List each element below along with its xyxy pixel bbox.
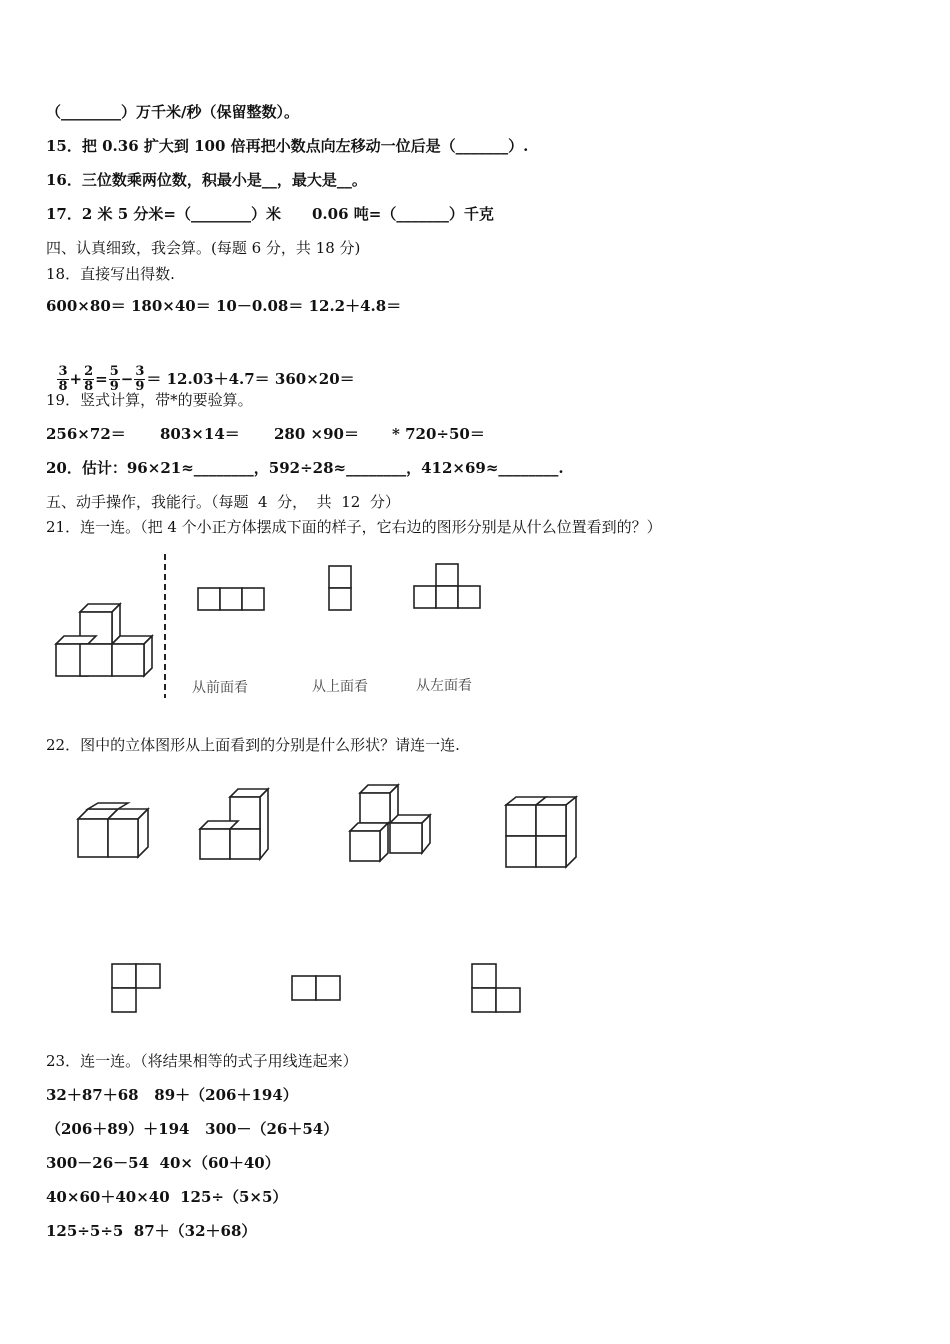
q19-item-2: 803×14＝ <box>160 425 240 443</box>
numerator: 2 <box>84 363 94 379</box>
numerator: 3 <box>135 363 145 379</box>
question-21: 21．连一连。（把 4 个小正方体摆成下面的样子，它右边的图形分别是从什么位置看到的？） <box>46 518 662 536</box>
q19-item-4: * 720÷50＝ <box>392 425 485 443</box>
q23-row-4: 40×60＋40×40 125÷（5×5） <box>46 1188 288 1206</box>
section-5-heading: 五、动手操作，我能行。（每题 4 分， 共 12 分） <box>46 493 400 511</box>
question-20: 20．估计：96×21≈________，592÷28≈________，412×69≈________. <box>46 459 564 477</box>
numerator: 5 <box>109 363 119 379</box>
q21-figure <box>40 548 510 708</box>
question-19: 19．竖式计算，带*的要验算。 <box>46 391 253 409</box>
top-view-shape <box>329 566 351 610</box>
label-left-view: 从左面看 <box>416 678 472 694</box>
q21-cube-stack <box>56 604 152 676</box>
question-17-part-b: 0.06 吨=（_______）千克 <box>312 205 494 223</box>
section-4-heading: 四、认真细致，我会算。(每题 6 分，共 18 分) <box>46 239 361 257</box>
top-view-option-1 <box>112 964 160 1012</box>
q22-figure <box>60 775 600 1025</box>
denominator: 9 <box>135 378 145 394</box>
q23-row-3: 300－26－54 40×（60＋40） <box>46 1154 280 1172</box>
denominator: 8 <box>84 378 94 394</box>
q19-item-3: 280 ×90＝ <box>274 425 359 443</box>
question-17-part-a: 17．2 米 5 分米=（________）米 <box>46 205 281 223</box>
denominator: 8 <box>58 378 68 394</box>
top-view-option-3 <box>472 964 520 1012</box>
q23-row-1: 32＋87＋68 89＋（206＋194） <box>46 1086 298 1104</box>
question-15: 15．把 0.36 扩大到 100 倍再把小数点向左移动一位后是（_______）. <box>46 137 529 155</box>
solid-1 <box>78 803 148 857</box>
solid-2 <box>200 789 268 859</box>
q14-tail: （________）万千米/秒（保留整数）。 <box>46 103 299 121</box>
solid-4 <box>506 797 576 867</box>
label-front-view: 从前面看 <box>192 680 248 696</box>
q23-row-5: 125÷5÷5 87＋（32＋68） <box>46 1222 257 1240</box>
operator: = <box>95 370 108 388</box>
numerator: 3 <box>58 363 68 379</box>
question-18: 18．直接写出得数. <box>46 265 175 283</box>
q19-item-1: 256×72＝ <box>46 425 126 443</box>
question-23: 23．连一连。（将结果相等的式子用线连起来） <box>46 1052 358 1070</box>
question-18-row-2 <box>46 327 355 396</box>
question-22: 22．图中的立体图形从上面看到的分别是什么形状？请连一连. <box>46 736 460 754</box>
front-view-shape <box>198 588 264 610</box>
operator: + <box>69 370 83 388</box>
row-2-tail: ＝ 12.03＋4.7＝ 360×20＝ <box>146 370 355 388</box>
operator: − <box>120 370 134 388</box>
top-view-option-2 <box>292 976 340 1000</box>
denominator: 9 <box>109 378 119 394</box>
solid-3 <box>350 785 430 861</box>
question-16: 16．三位数乘两位数，积最小是__，最大是__。 <box>46 171 367 189</box>
left-view-shape <box>414 564 480 608</box>
question-18-row-1: 600×80＝ 180×40＝ 10－0.08＝ 12.2＋4.8＝ <box>46 297 402 315</box>
label-top-view: 从上面看 <box>312 679 368 695</box>
q23-row-2: （206＋89）＋194 300－（26＋54） <box>46 1120 339 1138</box>
